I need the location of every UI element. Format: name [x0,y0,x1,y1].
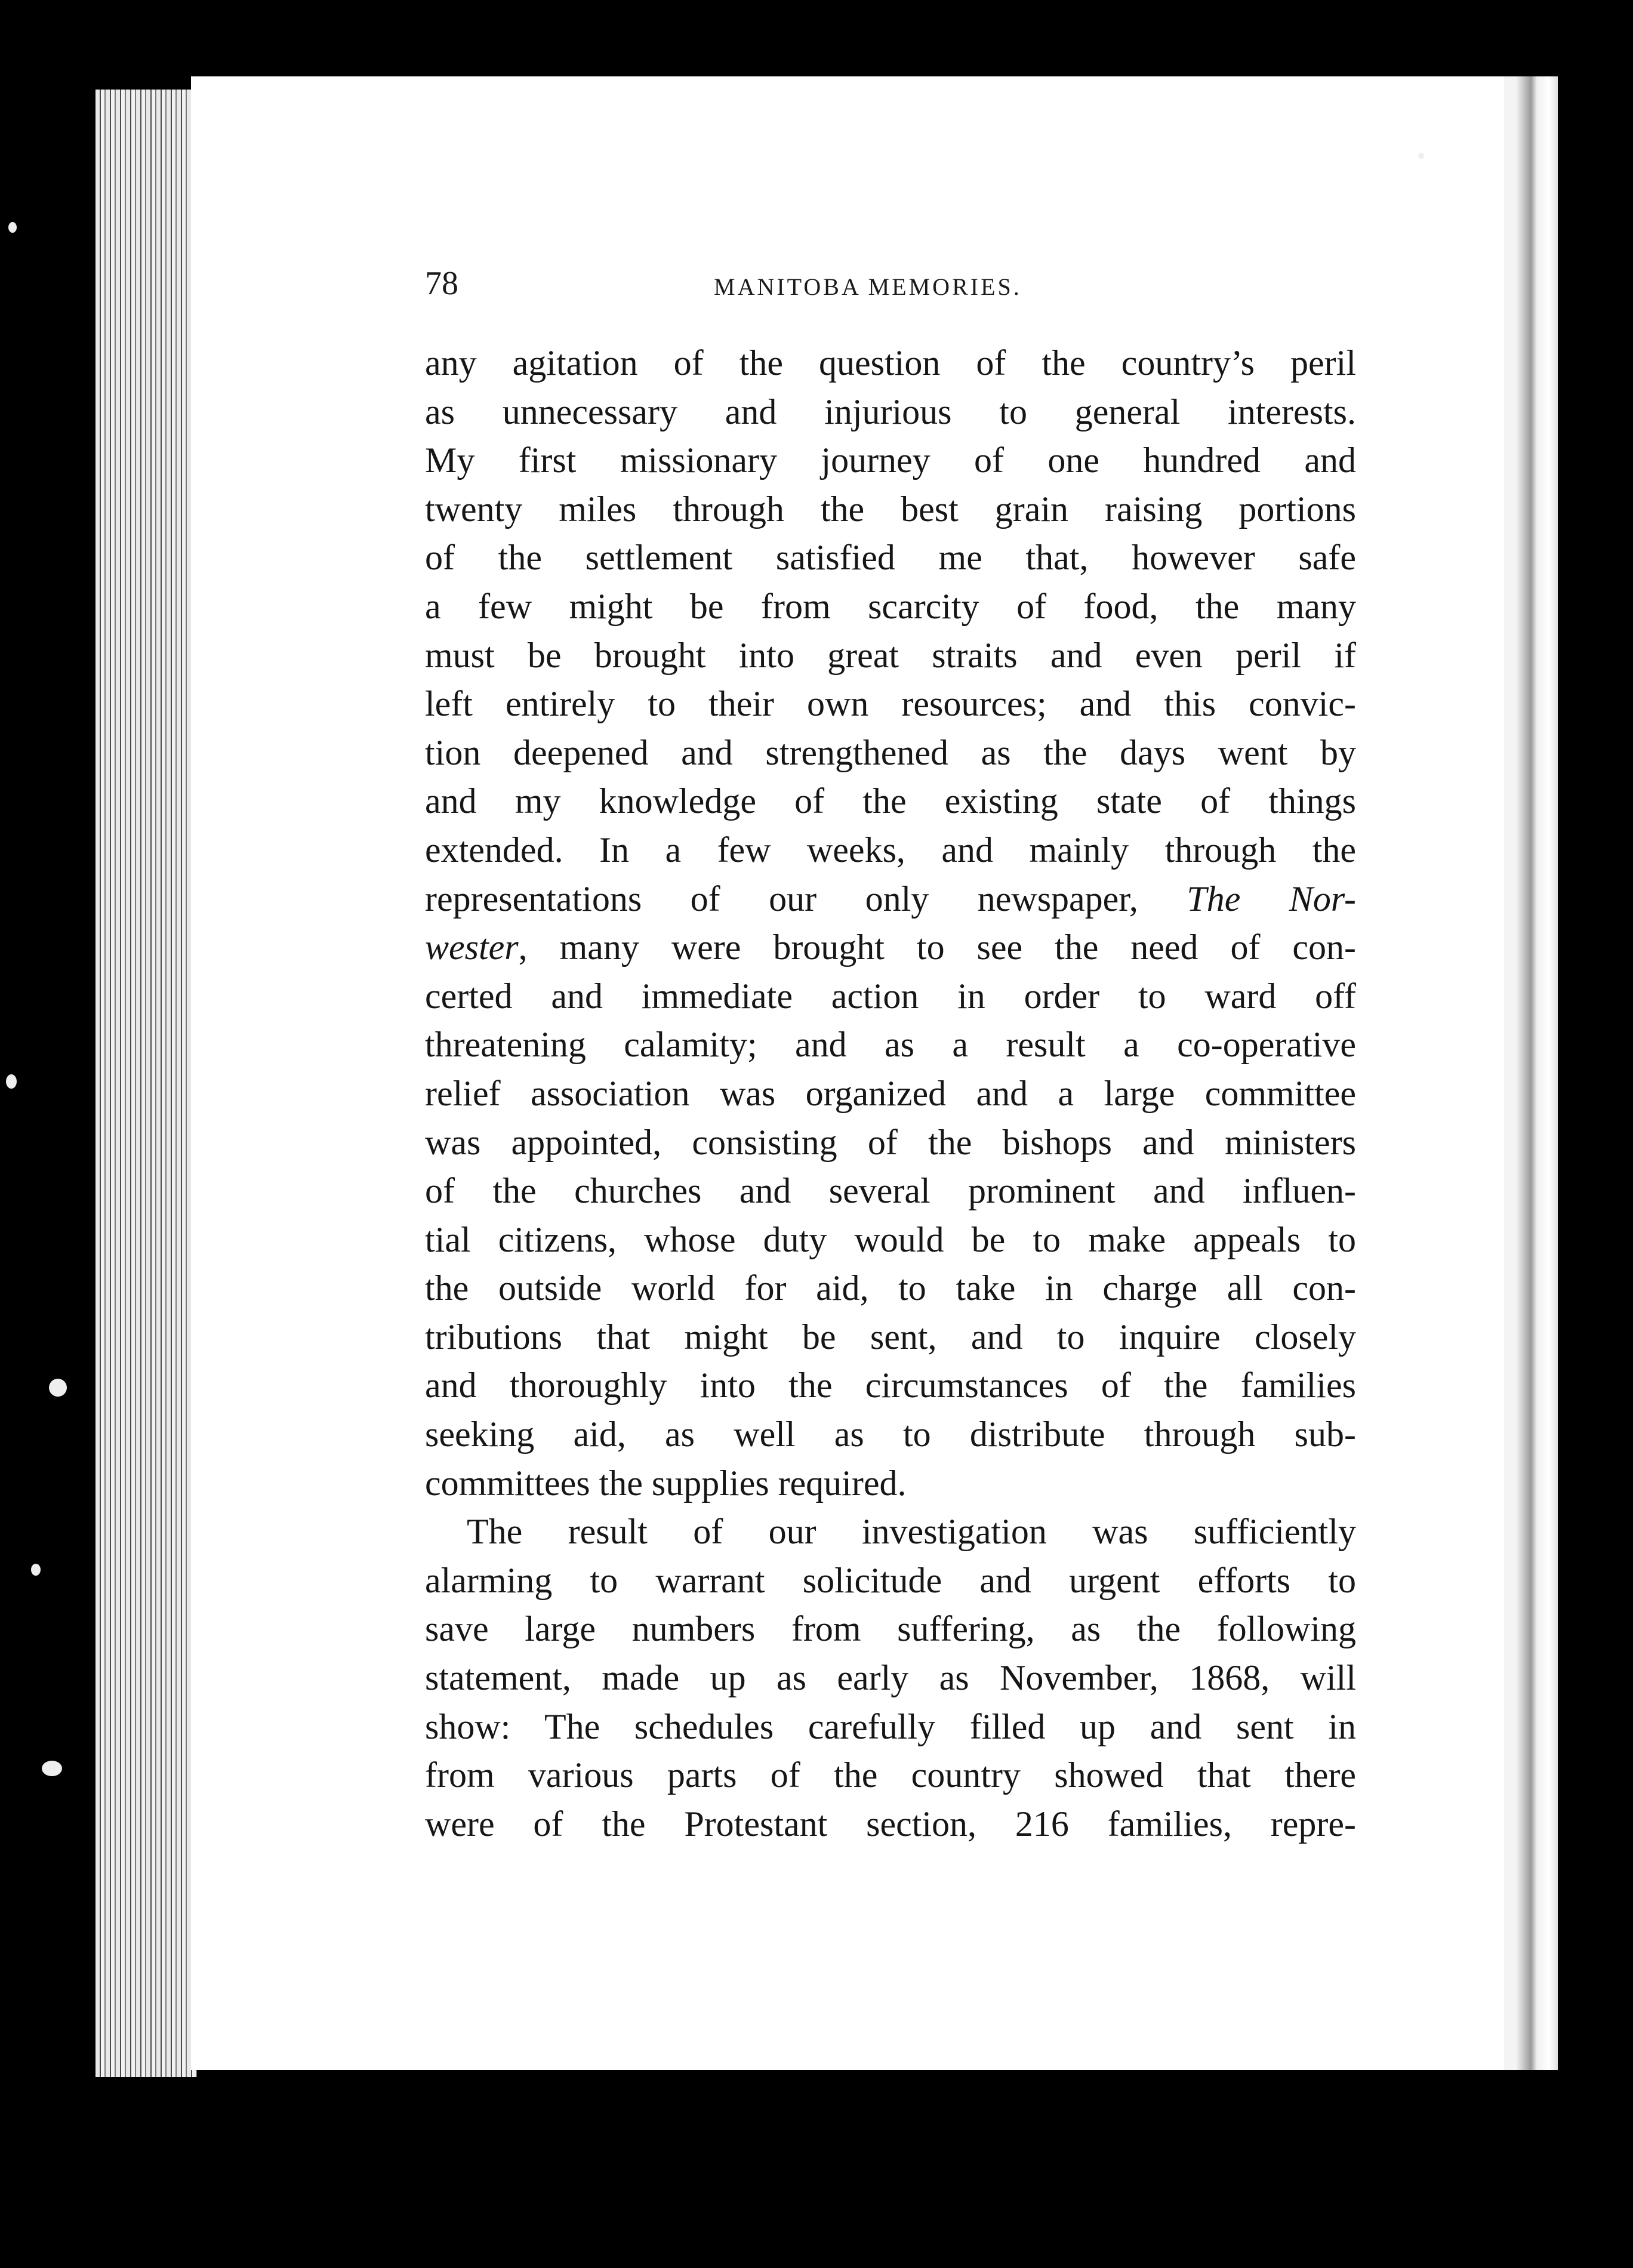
text-line: threatening calamity; and as a result a co-operative [425,1025,1356,1065]
newspaper-title: The Nor- [1187,879,1356,919]
text-line: and my knowledge of the existing state of things [425,781,1356,821]
text-line: tial citizens, whose duty would be to make appeals to [425,1219,1356,1259]
line-text: , many were brought to see the need of con- [518,927,1356,967]
text-line: tion deepened and strengthened as the days went by [425,732,1356,772]
text-line [425,875,1356,924]
scan-speck [8,222,17,233]
page-number: 78 [425,265,458,302]
text-line: were of the Protestant section, 216 families, repre- [425,1804,1356,1844]
text-line: the outside world for aid, to take in charge all con- [425,1268,1356,1308]
text-line: seeking aid, as well as to distribute through sub- [425,1415,1356,1455]
text-line: statement, made up as early as November, 1868, will [425,1658,1356,1698]
text-line: The result of our investigation was sufficiently [467,1512,1356,1552]
text-line: must be brought into great straits and even peril if [425,635,1356,675]
book-page-edges [95,90,197,2077]
scan-speck [49,1379,67,1397]
newspaper-title: wester [425,927,519,967]
text-line: committees the supplies required. [425,1463,907,1503]
page-header [425,263,1362,304]
text-line: save large numbers from suffering, as the following [425,1609,1356,1649]
text-line: of the churches and several prominent and influen- [425,1171,1356,1211]
running-head: MANITOBA MEMORIES. [714,273,1022,300]
text-line: of the settlement satisfied me that, however safe [425,538,1356,578]
text-line: twenty miles through the best grain raising portions [425,489,1356,529]
body-text [425,339,1356,1848]
text-line: My first missionary journey of one hundred and [425,440,1356,480]
scan-speck [42,1761,62,1776]
binding-edge [1504,76,1558,2070]
text-line: extended. In a few weeks, and mainly through the [425,830,1356,870]
text-line: alarming to warrant solicitude and urgent efforts to [425,1560,1356,1600]
text-line: relief association was organized and a large committee [425,1073,1356,1113]
text-line: any agitation of the question of the country’s peril [425,343,1356,383]
text-line: left entirely to their own resources; and this convic- [425,684,1356,724]
text-line: was appointed, consisting of the bishops and ministers [425,1122,1356,1162]
scan-speck [1418,153,1424,159]
scan-speck [31,1564,41,1576]
line-text: representations of our only newspaper, [425,879,1187,919]
paragraph [425,1508,1356,1848]
text-line: as unnecessary and injurious to general interests. [425,392,1356,432]
text-line: from various parts of the country showed that there [425,1755,1356,1795]
scan-speck [6,1074,17,1089]
text-line: certed and immediate action in order to ward off [425,976,1356,1016]
paragraph [425,339,1356,1508]
text-line: a few might be from scarcity of food, the many [425,586,1356,626]
text-line: and thoroughly into the circumstances of the families [425,1366,1356,1406]
text-line: show: The schedules carefully filled up and sent in [425,1706,1356,1746]
text-line [425,923,1356,972]
text-line: tributions that might be sent, and to inquire closely [425,1317,1356,1357]
